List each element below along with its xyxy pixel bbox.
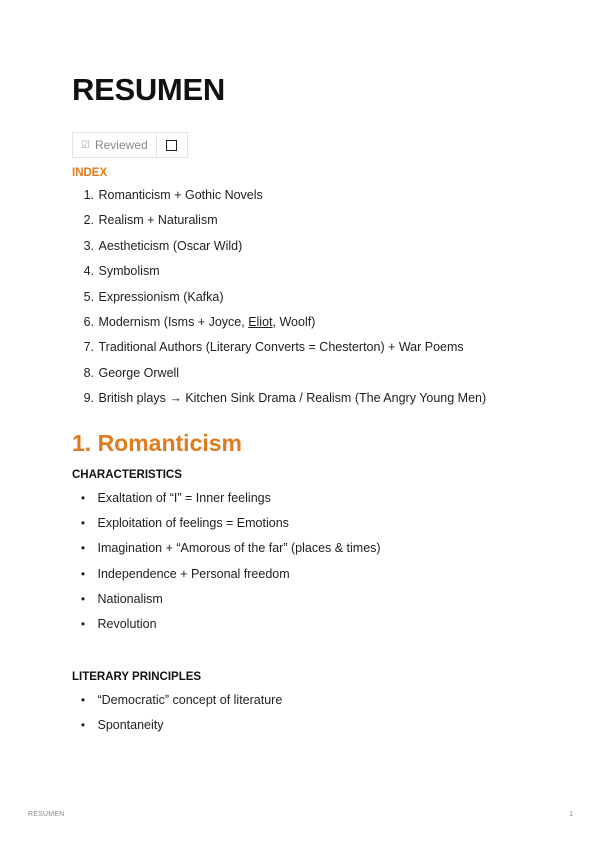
list-item-text: “Democratic” concept of literature — [97, 693, 283, 707]
list-item-text: Independence + Personal freedom — [97, 566, 290, 581]
list-item — [72, 617, 381, 642]
list-item — [72, 567, 381, 592]
list-item — [72, 491, 381, 516]
index-text: Symbolism — [98, 264, 160, 279]
characteristics-heading: CHARACTERISTICS — [72, 469, 182, 481]
reviewed-property-label — [73, 133, 157, 157]
index-text: Romanticism + Gothic Novels — [98, 188, 263, 202]
index-number: 7. — [83, 340, 94, 355]
index-list — [72, 188, 486, 417]
reviewed-property — [72, 132, 188, 158]
list-item-text: Exaltation of “I” = Inner feelings — [97, 491, 271, 505]
index-number: 2. — [83, 213, 94, 228]
index-text — [98, 315, 315, 340]
index-number: 4. — [83, 264, 94, 279]
index-text: Aestheticism (Oscar Wild) — [98, 238, 243, 253]
index-item — [72, 315, 486, 340]
bullet-icon: • — [80, 516, 86, 531]
section-heading-romanticism: 1. Romanticism — [72, 430, 242, 456]
index-item — [72, 290, 486, 315]
list-item — [72, 718, 282, 743]
list-item — [72, 592, 381, 617]
bullet-icon: • — [80, 718, 86, 733]
list-item-text: Exploitation of feelings = Emotions — [97, 516, 289, 531]
list-item-text: Revolution — [97, 616, 157, 631]
index-text: Traditional Authors (Literary Converts = Chesterton) + War Poems — [98, 340, 464, 355]
index-number: 6. — [83, 314, 94, 329]
footer-page-number: 1 — [569, 811, 573, 818]
index-number: 3. — [83, 238, 94, 253]
index-item — [72, 391, 486, 416]
index-text-after: , Woolf) — [272, 314, 316, 329]
list-item-text: Nationalism — [97, 591, 163, 606]
bullet-icon: • — [80, 541, 86, 556]
reviewed-checkbox[interactable] — [166, 140, 177, 151]
list-item-text: Imagination + “Amorous of the far” (places & times) — [97, 541, 381, 556]
list-item — [72, 693, 282, 718]
index-item — [72, 213, 486, 238]
index-text: Expressionism (Kafka) — [98, 289, 224, 304]
index-item — [72, 239, 486, 264]
index-text: British plays → Kitchen Sink Drama / Realism (The Angry Young Men) — [98, 391, 487, 406]
bullet-icon: • — [80, 566, 86, 581]
literary-principles-list — [72, 693, 282, 743]
eliot-link[interactable]: Eliot — [248, 314, 273, 329]
list-item — [72, 541, 381, 566]
index-number: 8. — [83, 365, 94, 380]
index-item — [72, 188, 486, 213]
list-item — [72, 516, 381, 541]
index-item — [72, 264, 486, 289]
index-text: George Orwell — [98, 365, 180, 380]
reviewed-value-cell[interactable] — [157, 133, 187, 157]
footer-document-title: RESUMEN — [28, 811, 65, 818]
characteristics-list — [72, 491, 381, 642]
index-text-before: Modernism (Isms + Joyce, — [98, 314, 249, 329]
literary-principles-heading: LITERARY PRINCIPLES — [72, 671, 202, 683]
bullet-icon: • — [80, 591, 86, 606]
bullet-icon: • — [80, 693, 86, 707]
checkbox-property-icon: ☑ — [81, 139, 90, 151]
page-title: RESUMEN — [72, 72, 225, 107]
index-item — [72, 366, 486, 391]
bullet-icon: • — [80, 491, 86, 505]
index-number: 9. — [83, 391, 94, 406]
index-item — [72, 340, 486, 365]
index-heading: INDEX — [72, 167, 108, 179]
bullet-icon: • — [80, 616, 86, 631]
reviewed-label-text: Reviewed — [94, 138, 148, 152]
index-number: 1. — [83, 188, 94, 202]
index-number: 5. — [83, 289, 94, 304]
index-text: Realism + Naturalism — [98, 213, 218, 228]
list-item-text: Spontaneity — [97, 718, 164, 733]
